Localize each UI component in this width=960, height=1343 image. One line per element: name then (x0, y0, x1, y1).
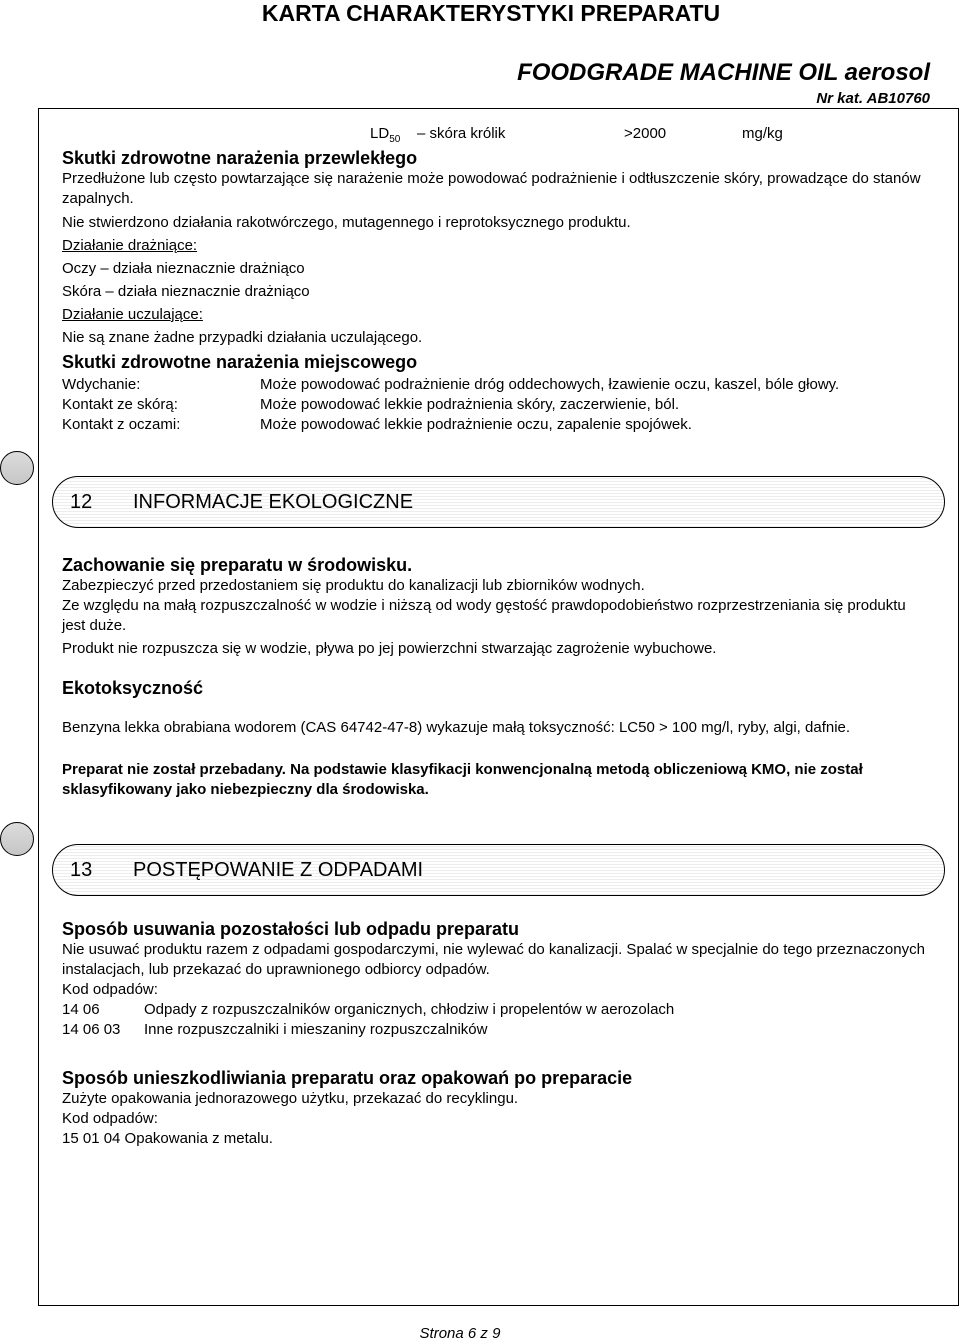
waste-code: 14 06 03 (62, 1021, 121, 1038)
chronic-text-2: Nie stwierdzono działania rakotwórczego, mutagennego i reprotoksycznego produktu. (62, 214, 631, 231)
packaging-disposal-section (62, 1067, 930, 1149)
product-name: FOODGRADE MACHINE OIL aerosol (517, 59, 930, 86)
margin-hole-marker (0, 822, 34, 856)
chronic-effects-section (62, 147, 930, 348)
local-row-text: Może powodować podrażnienie dróg oddechowych, łzawienie oczu, kaszel, bóle głowy. (260, 376, 840, 393)
ld50-row (370, 124, 930, 146)
local-effects-section (62, 351, 930, 435)
section-12-number: 12 (70, 491, 93, 513)
packaging-disposal-heading: Sposób unieszkodliwiania preparatu oraz opakowań po preparacie (62, 1068, 633, 1088)
irritant-eyes: Oczy – działa nieznacznie drażniąco (62, 260, 305, 277)
chronic-effects-heading: Skutki zdrowotne narażenia przewlekłego (62, 148, 418, 168)
local-row-inhalation (62, 375, 930, 395)
ld50-route: – skóra królik (417, 125, 506, 142)
ld50-unit: mg/kg (742, 125, 783, 142)
section-13-banner (52, 844, 945, 896)
page-number: Strona 6 z 9 (419, 1325, 501, 1342)
section-13-title: POSTĘPOWANIE Z ODPADAMI (133, 859, 424, 881)
waste-code-description: Inne rozpuszczalniki i mieszaniny rozpuszczalników (144, 1021, 488, 1038)
ecotoxicity-text: Benzyna lekka obrabiana wodorem (CAS 64742-47-8) wykazuje małą toksyczność: LC50 > 100 mg/l, ryby, algi, dafnie. (62, 719, 851, 736)
sensitizing-heading: Działanie uczulające: (62, 306, 203, 323)
environment-paragraph-3: Produkt nie rozpuszcza się w wodzie, pływa po jej powierzchni stwarzając zagrożenie wybuchowe. (62, 640, 717, 657)
section-12-title: INFORMACJE EKOLOGICZNE (133, 491, 414, 513)
ecotoxicity-section (62, 677, 930, 800)
margin-hole-marker (0, 451, 34, 485)
packaging-code-label: Kod odpadów: (62, 1110, 158, 1127)
document-title: KARTA CHARAKTERYSTYKI PREPARATU (261, 0, 721, 26)
chronic-text-1: Przedłużone lub często powtarzające się narażenie może powodować podrażnienie i odtłuszczenie skóry, prowadzące do stanów zapalnych. (62, 170, 921, 207)
local-row-text: Może powodować lekkie podrażnienia skóry, zaczerwienie, ból. (260, 396, 680, 413)
section-12-banner (52, 476, 945, 528)
environment-paragraph-1: Zabezpieczyć przed przedostaniem się produktu do kanalizacji lub zbiorników wodnych. (62, 577, 645, 594)
section-13-number: 13 (70, 859, 93, 881)
residue-disposal-text: Nie usuwać produktu razem z odpadami gospodarczymi, nie wylewać do kanalizacji. Spalać w specjalnie do tego przeznaczonych instalacjach, lub przekazać do uprawnionego odbiorcy odpadów. (62, 941, 925, 978)
catalog-number: Nr kat. AB10760 (816, 90, 930, 107)
residue-disposal-section (62, 918, 930, 1040)
waste-code-row (62, 1000, 930, 1020)
irritant-skin: Skóra – działa nieznacznie drażniąco (62, 283, 310, 300)
local-row-label: Wdychanie: (62, 376, 141, 393)
local-row-label: Kontakt z oczami: (62, 416, 181, 433)
local-row-text: Może powodować lekkie podrażnienie oczu, zapalenie spojówek. (260, 416, 692, 433)
sensitizing-text: Nie są znane żadne przypadki działania uczulającego. (62, 329, 423, 346)
packaging-code: 15 01 04 Opakowania z metalu. (62, 1130, 273, 1147)
ecotoxicity-heading: Ekotoksyczność (62, 678, 204, 698)
waste-code-description: Odpady z rozpuszczalników organicznych, chłodziw i propelentów w aerozolach (144, 1001, 675, 1018)
environment-paragraph-2: Ze względu na małą rozpuszczalność w wodzie i niższą od wody gęstość prawdopodobieństwo rozprzestrzeniania się produktu jest duże. (62, 597, 906, 634)
waste-code-row (62, 1020, 930, 1040)
residue-disposal-heading: Sposób usuwania pozostałości lub odpadu preparatu (62, 919, 520, 939)
local-row-label: Kontakt ze skórą: (62, 396, 178, 413)
environment-behaviour-section (62, 554, 930, 659)
local-row-skin (62, 395, 930, 415)
ld50-label: $LD_{50}$ (370, 125, 401, 145)
waste-code: 14 06 (62, 1001, 100, 1018)
ld50-value: >2000 (624, 125, 667, 142)
packaging-disposal-text: Zużyte opakowania jednorazowego użytku, przekazać do recyklingu. (62, 1090, 519, 1107)
local-effects-heading: Skutki zdrowotne narażenia miejscowego (62, 352, 418, 372)
waste-code-label: Kod odpadów: (62, 981, 158, 998)
local-row-eyes (62, 415, 930, 435)
environment-behaviour-heading: Zachowanie się preparatu w środowisku. (62, 555, 413, 575)
classification-note: Preparat nie został przebadany. Na podstawie klasyfikacji konwencjonalną metodą obliczeniową KMO, nie został sklasyfikowany jako niebezpieczny dla środowiska. (62, 761, 863, 798)
irritant-heading: Działanie drażniące: (62, 237, 198, 254)
